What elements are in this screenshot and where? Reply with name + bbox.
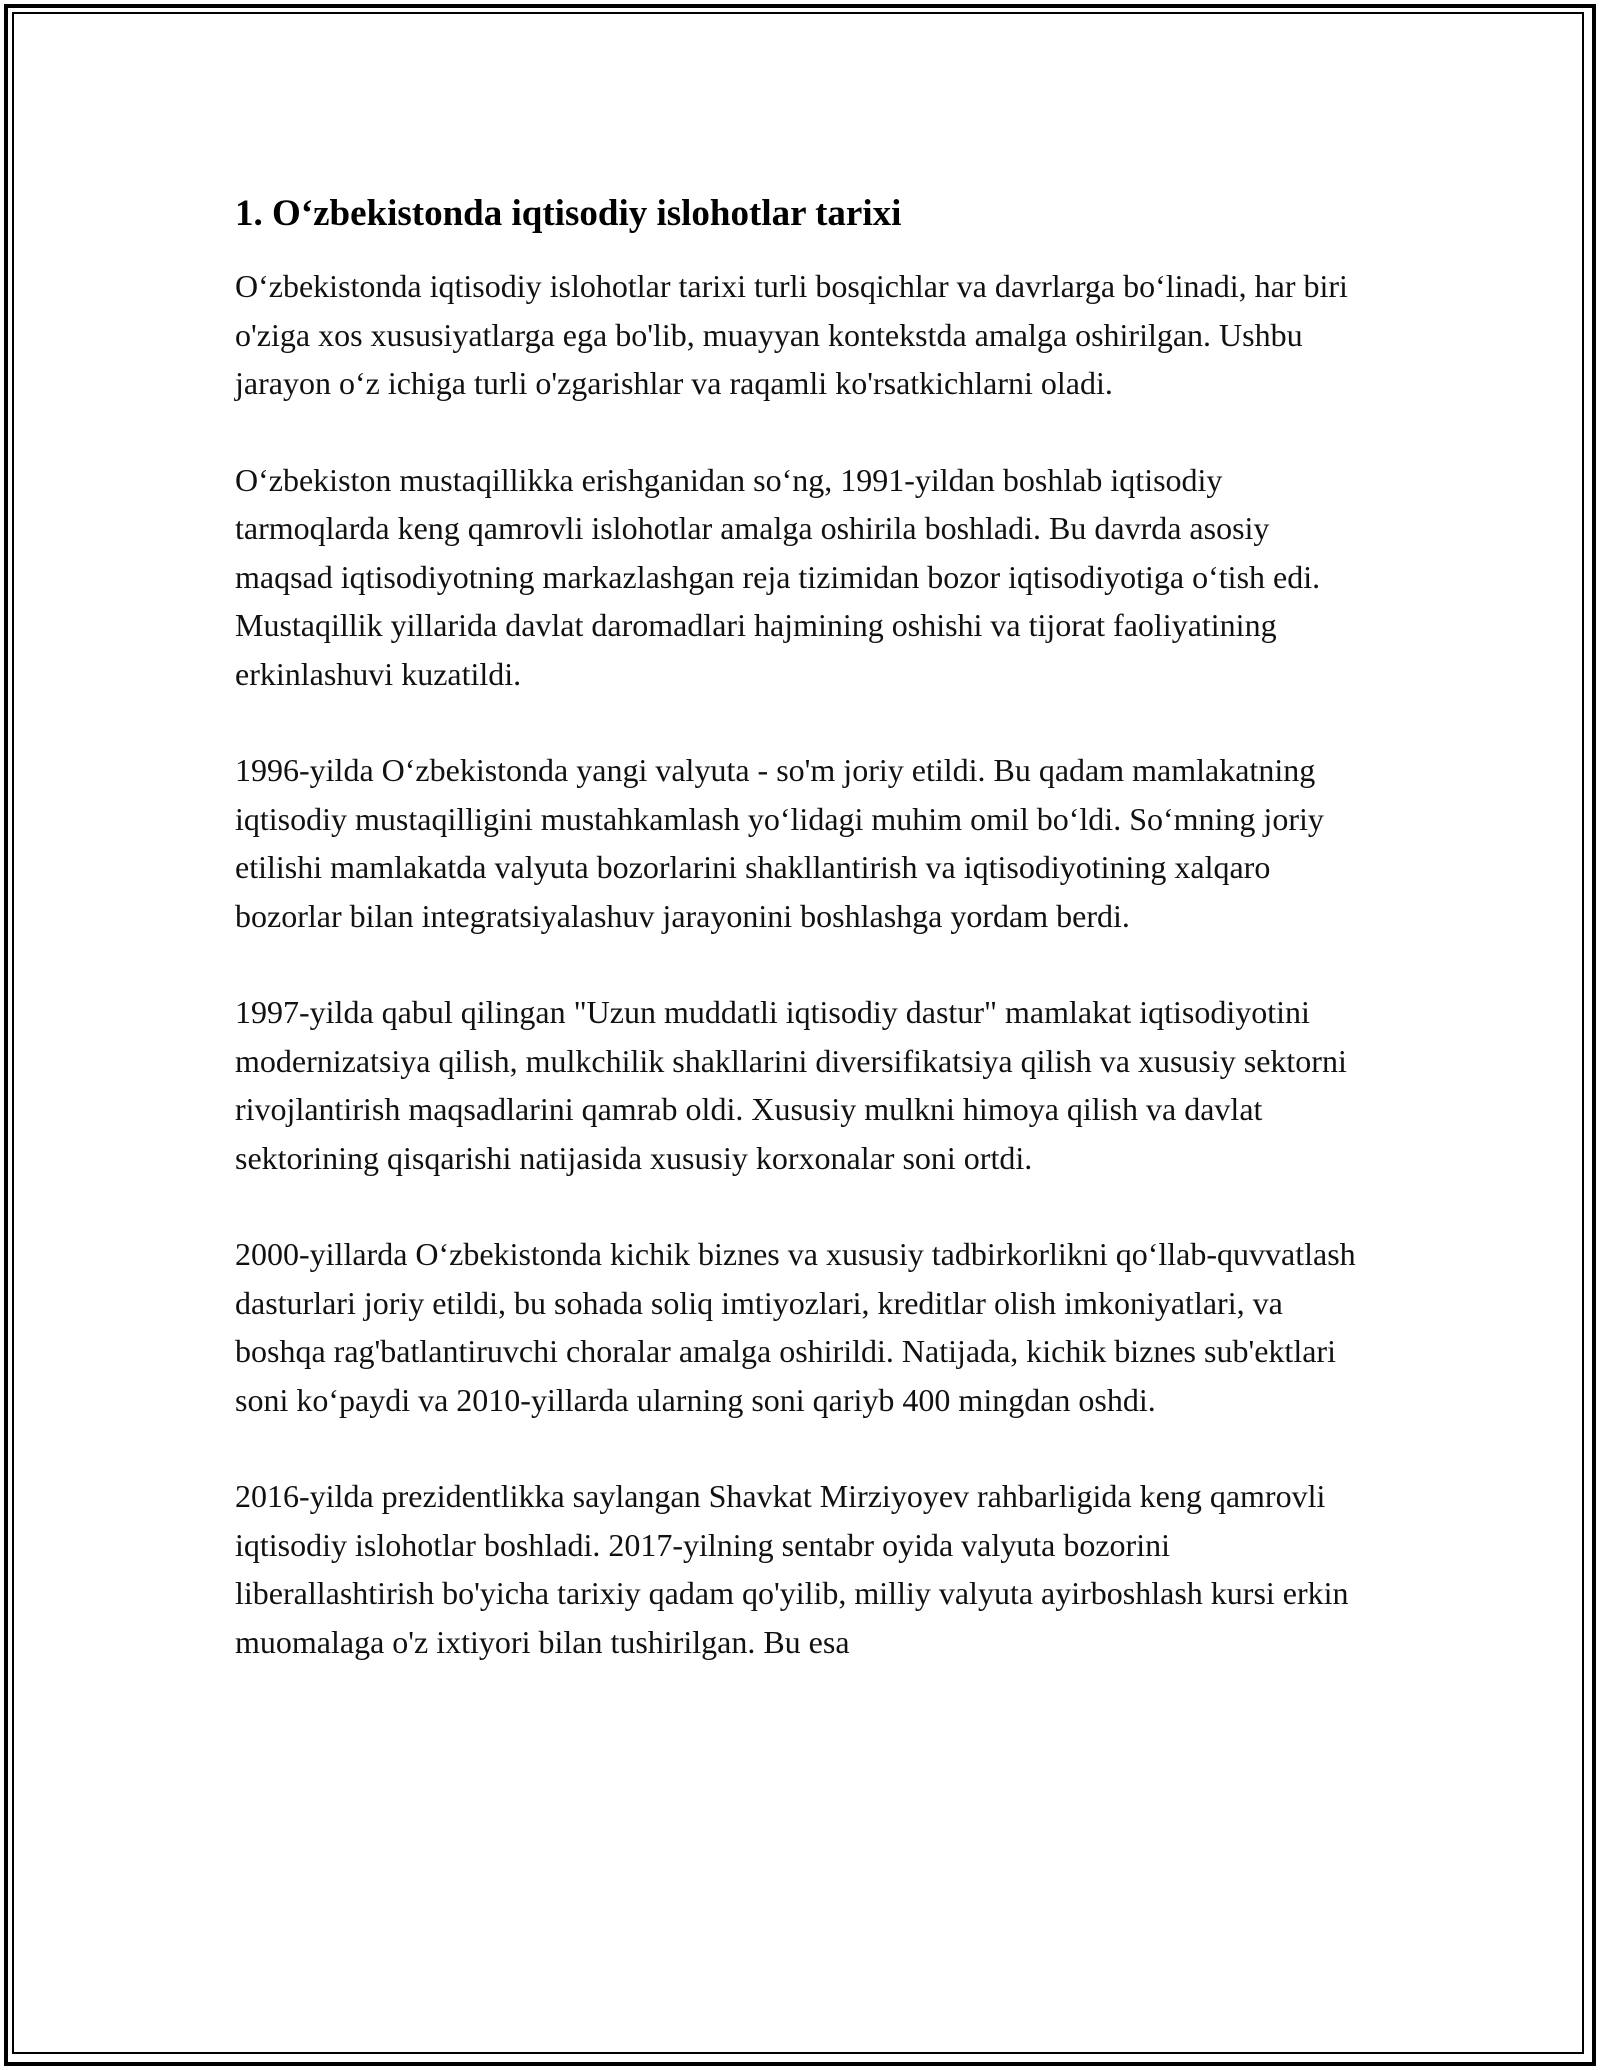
paragraph-intro: O‘zbekistonda iqtisodiy islohotlar tarixi turli bosqichlar va davrlarga bo‘linadi, har biri o'ziga xos xususiyatlarga ega bo'lib, muayyan kontekstda amalga oshirilgan. Ushbu jarayon o‘z ichiga turli o'zgarishlar va raqamli ko'rsatkichlarni oladi. (235, 268, 1348, 401)
paragraph-reforms-2016: 2016-yilda prezidentlikka saylangan Shavkat Mirziyoyev rahbarligida keng qamrovli iqtisodiy islohotlar boshladi. 2017-yilning sentabr oyida valyuta bozorini liberallashtirish bo'yicha tarixiy qadam qo'yilib, milliy valyuta ayirboshlash kursi erkin muomalaga o'z ixtiyori bilan tushirilgan. Bu esa (235, 1478, 1349, 1660)
document-body (235, 188, 1375, 1714)
section-heading: 1. O‘zbekistonda iqtisodiy islohotlar tarixi (235, 193, 902, 234)
paragraph-small-business-2000s: 2000-yillarda O‘zbekistonda kichik biznes va xususiy tadbirkorlikni qo‘llab-quvvatlash dasturlari joriy etildi, bu sohada soliq imtiyozlari, kreditlar olish imkoniyatlari, va boshqa rag'batlantiruvchi choralar amalga oshirildi. Natijada, kichik biznes sub'ektlari soni ko‘paydi va 2010-yillarda ularning soni qariyb 400 mingdan oshdi. (235, 1236, 1356, 1418)
paragraph-independence-1991: O‘zbekiston mustaqillikka erishganidan so‘ng, 1991-yildan boshlab iqtisodiy tarmoqlarda keng qamrovli islohotlar amalga oshirila boshladi. Bu davrda asosiy maqsad iqtisodiyotning markazlashgan reja tizimidan bozor iqtisodiyotiga o‘tish edi. Mustaqillik yillarida davlat daromadlari hajmining oshishi va tijorat faoliyatining erkinlashuvi kuzatildi. (235, 461, 1321, 692)
paragraph-program-1997: 1997-yilda qabul qilingan "Uzun muddatli iqtisodiy dastur" mamlakat iqtisodiyotini modernizatsiya qilish, mulkchilik shakllarini diversifikatsiya qilish va xususiy sektorni rivojlantirish maqsadlarini qamrab oldi. Xususiy mulkni himoya qilish va davlat sektorining qisqarishi natijasida xususiy korxonalar soni ortdi. (235, 994, 1347, 1176)
paragraph-currency-1996: 1996-yilda O‘zbekistonda yangi valyuta - so'm joriy etildi. Bu qadam mamlakatning iqtisodiy mustaqilligini mustahkamlash yo‘lidagi muhim omil bo‘ldi. So‘mning joriy etilishi mamlakatda valyuta bozorlarini shakllantirish va iqtisodiyotining xalqaro bozorlar bilan integratsiyalashuv jarayonini boshlashga yordam berdi. (235, 752, 1324, 934)
